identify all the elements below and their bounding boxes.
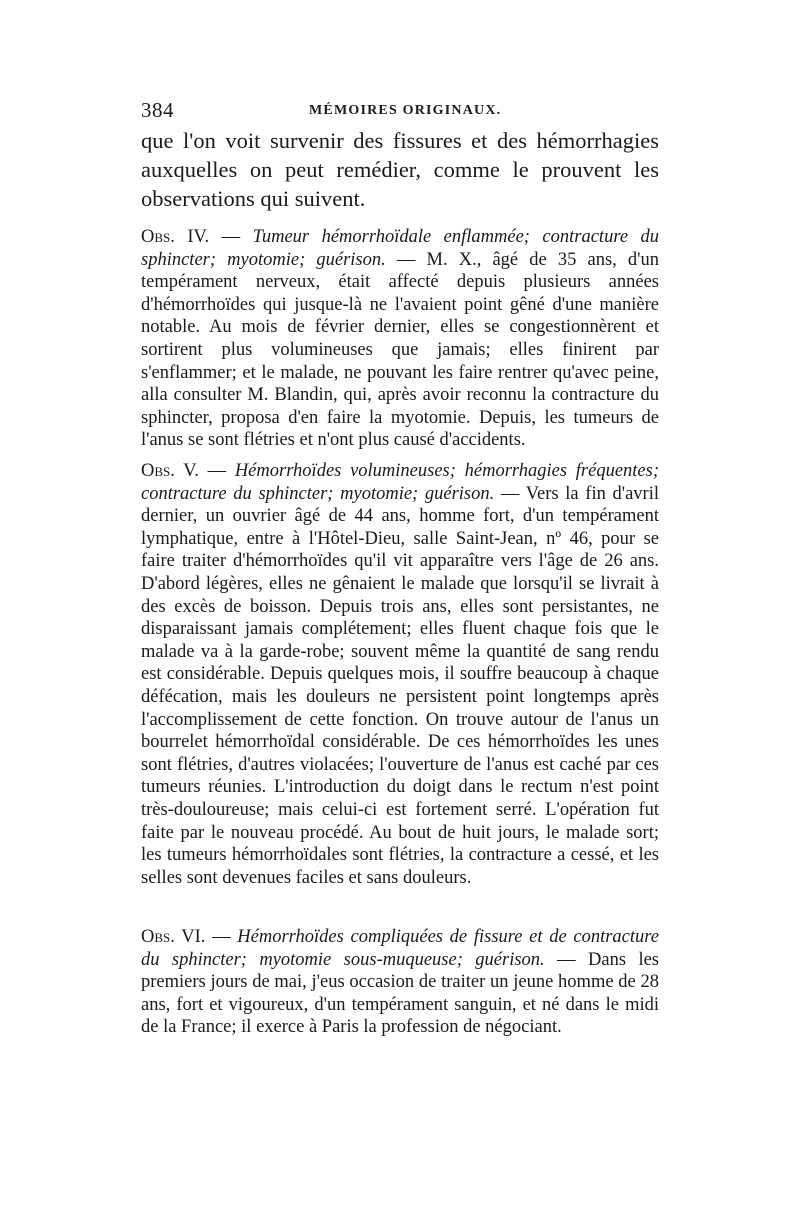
observation-4: [141, 226, 659, 452]
running-title: MÉMOIRES ORIGINAUX.: [309, 103, 502, 118]
intro-paragraph: [141, 126, 659, 213]
page-header: [141, 98, 661, 124]
observation-dash: —: [209, 227, 253, 247]
observation-body: — Dans les premiers jours de mai, j'eus occasion de traiter un jeune homme de 28 ans, fort et vigoureux, d'un tempérament sanguin, et né dans le midi de la France; il exerce à Paris la profession de négociant.: [141, 949, 660, 1038]
observation-title: Hémorrhoïdes compliquées de fissure et de contracture du sphincter; myotomie sous-muqueuse; guérison.: [141, 927, 659, 970]
page-number: 384: [141, 98, 174, 122]
observation-body: — M. X., âgé de 35 ans, d'un tempérament nerveux, était affecté depuis plusieurs années d'hémorrhoïdes qui jusque-là ne l'avaient point gêné d'une manière notable. Au mois de février dernier, elles se congestionnèrent et sortirent plus volumineuses que jamais; elles finirent par s'enflammer; et le malade, ne pouvant les faire rentrer qu'avec peine, alla consulter M. Blandin, qui, après avoir reconnu la contracture du sphincter, proposa d'en faire la myotomie. Depuis, les tumeurs de l'anus se sont flétries et n'ont plus causé d'accidents.: [141, 249, 659, 451]
observation-title: Tumeur hémorrhoïdale enflammée; contracture du sphincter; myotomie; guérison.: [141, 227, 660, 270]
observation-body: — Vers la fin d'avril dernier, un ouvrier âgé de 44 ans, homme fort, d'un tempérament lymphatique, entre à l'Hôtel-Dieu, salle Saint-Jean, nº 46, pour se faire traiter d'hémorrhoïdes qu'il vit apparaître vers l'âge de 26 ans. D'abord légères, elles ne gênaient le malade que lorsqu'il se livrait à des excès de boisson. Depuis trois ans, elles sont persistantes, ne disparaissant jamais complétement; elles fluent chaque fois que le malade va à la garde-robe; souvent même la quantité de sang rendu est considérable. Depuis quelques mois, il souffre beaucoup à chaque défécation, mais les douleurs ne persistent point longtemps après l'accomplissement de cette fonction. On trouve autour de l'anus un bourrelet hémorrhoïdal considérable. De ces hémorrhoïdes les unes sont flétries, d'autres violacées; l'ouverture de l'anus est caché par ces tumeurs réunies. L'introduction du doigt dans le rectum n'est point très-douloureuse; mais celui-ci est fortement serré. L'opération fut faite par le nouveau procédé. Au bout de huit jours, le malade sort; les tumeurs hémorrhoïdales sont flétries, la contracture a cessé, et les selles sont devenues faciles et sans douleurs.: [141, 483, 659, 888]
observation-6: [141, 926, 659, 1039]
observation-label: Obs. VI.: [141, 927, 206, 947]
observation-paragraph: [141, 226, 659, 452]
observation-label: Obs. IV.: [141, 227, 210, 247]
observation-paragraph: [141, 460, 659, 889]
intro-text: que l'on voit survenir des fissures et des hémorrhagies auxquelles on peut remédier, comme le prouvent les observations qui suivent.: [141, 128, 659, 211]
observation-paragraph: [141, 926, 659, 1039]
observation-title: Hémorrhoïdes volumineuses; hémorrhagies fréquentes; contracture du sphincter; myotomie; guérison.: [141, 461, 659, 504]
observation-5: [141, 460, 659, 889]
observation-label: Obs. V.: [141, 461, 199, 481]
observation-dash: —: [205, 927, 238, 947]
observation-dash: —: [198, 461, 235, 481]
